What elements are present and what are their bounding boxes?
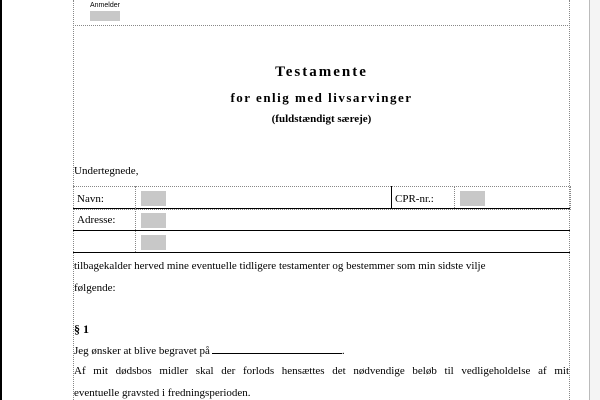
grave-line-2: eventuelle gravsted i fredningsperioden. [74,387,251,399]
document-page [73,0,570,400]
name-field[interactable] [141,191,166,206]
document-subtitle: for enlig med livsarvinger [230,90,413,105]
document-title: Testamente [275,64,368,80]
burial-blank[interactable] [212,344,342,354]
cpr-sep [454,186,455,208]
address-underline-1 [73,230,570,231]
name-label: Navn: [77,193,104,205]
burial-text: Jeg ønsker at blive begravet på [74,345,210,357]
grave-line-1: Af mit dødsbos midler skal der forlods hensættes det nødvendige beløb til vedligeholdelse af mit [74,365,569,377]
anmelder-box [73,0,570,26]
following-text: følgende: [74,282,116,294]
intro-text: Undertegnede, [74,165,139,177]
name-sep [135,186,136,208]
anmelder-label: Anmelder [90,2,120,9]
address-underline-2 [73,252,570,253]
burial-line [74,344,345,357]
address-field-1[interactable] [141,213,166,228]
document-note: (fuldstændigt særeje) [271,113,372,125]
cpr-label: CPR-nr.: [395,193,434,205]
page-border-left [0,0,2,400]
name-underline [73,208,570,209]
address-field-2[interactable] [141,235,166,250]
cpr-field[interactable] [460,191,485,206]
cpr-sep-left [391,186,392,208]
vertical-scrollbar[interactable] [589,0,600,400]
revocation-text: tilbagekalder herved mine eventuelle tidligere testamenter og bestemmer som min sidste vilje [74,260,486,272]
address-label: Adresse: [77,214,116,226]
section-heading: § 1 [74,322,89,336]
anmelder-field[interactable] [90,11,120,21]
burial-end: . [341,345,345,357]
